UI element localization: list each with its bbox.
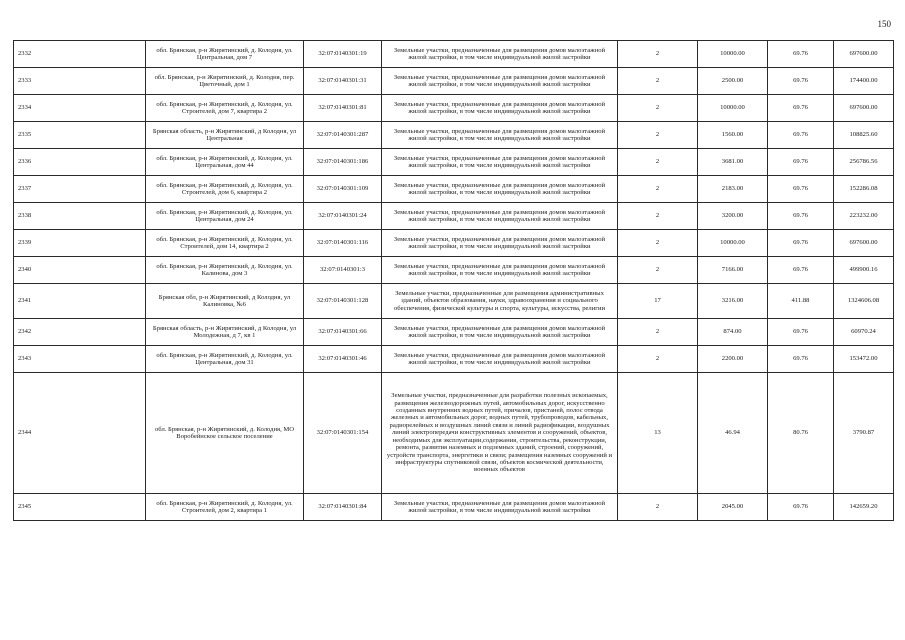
- address-cell: обл. Брянская, р-н Жирятинский, д. Колодня, ул. Строителей, дом 7, квартира 2: [146, 95, 304, 122]
- address-cell: обл. Брянская, р-н Жирятинский, д. Колодня, ул. Строителей, дом 6, квартира 2: [146, 176, 304, 203]
- cadastral-value-table: [13, 40, 894, 521]
- group-cell: 2: [618, 176, 698, 203]
- cadastral-number-cell: 32:07:0140301:287: [304, 122, 382, 149]
- cadastral-value-cell: 174400.00: [834, 68, 894, 95]
- rate-cell: 69.76: [768, 41, 834, 68]
- group-cell: 2: [618, 203, 698, 230]
- rate-cell: 69.76: [768, 257, 834, 284]
- table-row: [14, 122, 894, 149]
- table-row: [14, 149, 894, 176]
- cadastral-number-cell: 32:07:0140301:19: [304, 41, 382, 68]
- row-number: 2342: [14, 319, 146, 346]
- address-cell: обл. Брянская, р-н Жирятинский, д. Колодня, ул. Центральная, дом 7: [146, 41, 304, 68]
- area-cell: 2200.00: [698, 346, 768, 373]
- cadastral-value-cell: 256786.56: [834, 149, 894, 176]
- land-use-cell: Земельные участки, предназначенные для размещения домов малоэтажной жилой застройки, в том числе индивидуальной жилой застройки: [382, 319, 618, 346]
- cadastral-value-cell: 60970.24: [834, 319, 894, 346]
- land-use-cell: Земельные участки, предназначенные для размещения домов малоэтажной жилой застройки, в том числе индивидуальной жилой застройки: [382, 95, 618, 122]
- land-use-cell: Земельные участки, предназначенные для размещения домов малоэтажной жилой застройки, в том числе индивидуальной жилой застройки: [382, 346, 618, 373]
- address-cell: обл. Брянская, р-н Жирятинский, д. Колодня, ул. Центральная, дом 31: [146, 346, 304, 373]
- cadastral-value-cell: 499900.16: [834, 257, 894, 284]
- row-number: 2333: [14, 68, 146, 95]
- table-row: [14, 494, 894, 521]
- row-number: 2344: [14, 373, 146, 494]
- table-row: [14, 203, 894, 230]
- table-row: [14, 284, 894, 319]
- land-use-cell: Земельные участки, предназначенные для размещения домов малоэтажной жилой застройки, в том числе индивидуальной жилой застройки: [382, 176, 618, 203]
- address-cell: обл. Брянская, р-н Жирятинский, д. Колодня, МО Воробейнское сельское поселение: [146, 373, 304, 494]
- table-body: [14, 41, 894, 521]
- cadastral-value-cell: 142659.20: [834, 494, 894, 521]
- land-use-cell: Земельные участки, предназначенные для размещения домов малоэтажной жилой застройки, в том числе индивидуальной жилой застройки: [382, 122, 618, 149]
- group-cell: 2: [618, 122, 698, 149]
- land-use-cell: Земельные участки, предназначенные для размещения домов малоэтажной жилой застройки, в том числе индивидуальной жилой застройки: [382, 68, 618, 95]
- land-use-cell: Земельные участки, предназначенные для размещения домов малоэтажной жилой застройки, в том числе индивидуальной жилой застройки: [382, 494, 618, 521]
- rate-cell: 80.76: [768, 373, 834, 494]
- address-cell: обл. Брянская, р-н Жирятинский, д. Колодня, ул. Строителей, дом 2, квартира 1: [146, 494, 304, 521]
- rate-cell: 69.76: [768, 319, 834, 346]
- row-number: 2332: [14, 41, 146, 68]
- group-cell: 2: [618, 149, 698, 176]
- cadastral-value-cell: 1324606.08: [834, 284, 894, 319]
- cadastral-value-cell: 3790.87: [834, 373, 894, 494]
- area-cell: 2500.00: [698, 68, 768, 95]
- cadastral-value-cell: 152286.08: [834, 176, 894, 203]
- row-number: 2345: [14, 494, 146, 521]
- address-cell: Брянская обл, р-н Жирятинский, д Колодня, ул Калиновка, №6: [146, 284, 304, 319]
- address-cell: обл. Брянская, р-н Жирятинский, д. Колодня, пер. Цветочный, дом 1: [146, 68, 304, 95]
- group-cell: 13: [618, 373, 698, 494]
- rate-cell: 69.76: [768, 95, 834, 122]
- cadastral-number-cell: 32:07:0140301:24: [304, 203, 382, 230]
- cadastral-number-cell: 32:07:0140301:186: [304, 149, 382, 176]
- page-number: 150: [877, 19, 891, 29]
- land-use-cell: Земельные участки, предназначенные для размещения домов малоэтажной жилой застройки, в том числе индивидуальной жилой застройки: [382, 149, 618, 176]
- cadastral-value-cell: 108825.60: [834, 122, 894, 149]
- address-cell: Брянская область, р-н Жирятинский, д Колодня, ул Молодежная, д 7, кв 1: [146, 319, 304, 346]
- group-cell: 2: [618, 41, 698, 68]
- address-cell: обл. Брянская, р-н Жирятинский, д. Колодня, ул. Центральная, дом 44: [146, 149, 304, 176]
- row-number: 2336: [14, 149, 146, 176]
- row-number: 2338: [14, 203, 146, 230]
- table-row: [14, 41, 894, 68]
- group-cell: 2: [618, 95, 698, 122]
- table-row: [14, 346, 894, 373]
- area-cell: 3216.00: [698, 284, 768, 319]
- group-cell: 2: [618, 68, 698, 95]
- land-use-cell: Земельные участки, предназначенные для размещения административных зданий, объектов образования, науки, здравоохранения и социального обеспечения, физической культуры и спорта, культуры, искусства, религии: [382, 284, 618, 319]
- rate-cell: 69.76: [768, 494, 834, 521]
- area-cell: 874.00: [698, 319, 768, 346]
- area-cell: 3681.00: [698, 149, 768, 176]
- table-row: [14, 319, 894, 346]
- land-use-cell: Земельные участки, предназначенные для размещения домов малоэтажной жилой застройки, в том числе индивидуальной жилой застройки: [382, 203, 618, 230]
- address-cell: Брянская область, р-н Жирятинский, д Колодня, ул Центральная: [146, 122, 304, 149]
- area-cell: 10000.00: [698, 95, 768, 122]
- group-cell: 2: [618, 346, 698, 373]
- land-use-cell: Земельные участки, предназначенные для размещения домов малоэтажной жилой застройки, в том числе индивидуальной жилой застройки: [382, 230, 618, 257]
- row-number: 2337: [14, 176, 146, 203]
- table-row: [14, 230, 894, 257]
- land-use-cell: Земельные участки, предназначенные для размещения домов малоэтажной жилой застройки, в том числе индивидуальной жилой застройки: [382, 257, 618, 284]
- area-cell: 10000.00: [698, 41, 768, 68]
- group-cell: 2: [618, 319, 698, 346]
- area-cell: 3200.00: [698, 203, 768, 230]
- cadastral-value-cell: 223232.00: [834, 203, 894, 230]
- area-cell: 46.94: [698, 373, 768, 494]
- row-number: 2341: [14, 284, 146, 319]
- group-cell: 17: [618, 284, 698, 319]
- cadastral-value-cell: 697600.00: [834, 95, 894, 122]
- address-cell: обл. Брянская, р-н Жирятинский, д. Колодня, ул. Строителей, дом 14, квартира 2: [146, 230, 304, 257]
- rate-cell: 69.76: [768, 68, 834, 95]
- row-number: 2340: [14, 257, 146, 284]
- cadastral-number-cell: 32:07:0140301:109: [304, 176, 382, 203]
- land-use-cell: Земельные участки, предназначенные для размещения домов малоэтажной жилой застройки, в том числе индивидуальной жилой застройки: [382, 41, 618, 68]
- area-cell: 1560.00: [698, 122, 768, 149]
- land-use-cell: Земельные участки, предназначенные для разработки полезных ископаемых, размещения железнодорожных путей, автомобильных дорог, искусственно созданных внутренних водных путей, причалов, пристаней, полос отвода железных и автомобильных дорог, водных путей, трубопроводов, кабельных, радиорелейных и воздушных линий связи и линий радиофикации, воздушных линий электропередачи конструктивных элементов и сооружений, объектов, необходимых для эксплуатации,содержания, строительства, реконструкции, ремонта, развития наземных и подземных зданий, строений, сооружений, устройств транспорта, энергетики и связи; размещения наземных сооружений и инфраструктуры спутниковой связи, объектов космической деятельности, военных объектов: [382, 373, 618, 494]
- rate-cell: 69.76: [768, 149, 834, 176]
- cadastral-number-cell: 32:07:0140301:154: [304, 373, 382, 494]
- table-row: [14, 373, 894, 494]
- cadastral-number-cell: 32:07:0140301:3: [304, 257, 382, 284]
- row-number: 2335: [14, 122, 146, 149]
- cadastral-number-cell: 32:07:0140301:116: [304, 230, 382, 257]
- cadastral-number-cell: 32:07:0140301:81: [304, 95, 382, 122]
- address-cell: обл. Брянская, р-н Жирятинский, д. Колодня, ул. Калинова, дом 3: [146, 257, 304, 284]
- table-row: [14, 95, 894, 122]
- table-row: [14, 68, 894, 95]
- row-number: 2339: [14, 230, 146, 257]
- table-row: [14, 176, 894, 203]
- table-row: [14, 257, 894, 284]
- rate-cell: 69.76: [768, 122, 834, 149]
- rate-cell: 411.88: [768, 284, 834, 319]
- rate-cell: 69.76: [768, 230, 834, 257]
- area-cell: 2045.00: [698, 494, 768, 521]
- rate-cell: 69.76: [768, 176, 834, 203]
- cadastral-value-cell: 697600.00: [834, 230, 894, 257]
- rate-cell: 69.76: [768, 346, 834, 373]
- row-number: 2343: [14, 346, 146, 373]
- rate-cell: 69.76: [768, 203, 834, 230]
- area-cell: 7166.00: [698, 257, 768, 284]
- address-cell: обл. Брянская, р-н Жирятинский, д. Колодня, ул. Центральная, дом 24: [146, 203, 304, 230]
- group-cell: 2: [618, 230, 698, 257]
- cadastral-value-cell: 153472.00: [834, 346, 894, 373]
- row-number: 2334: [14, 95, 146, 122]
- cadastral-number-cell: 32:07:0140301:128: [304, 284, 382, 319]
- area-cell: 2183.00: [698, 176, 768, 203]
- cadastral-number-cell: 32:07:0140301:66: [304, 319, 382, 346]
- cadastral-number-cell: 32:07:0140301:84: [304, 494, 382, 521]
- group-cell: 2: [618, 257, 698, 284]
- cadastral-number-cell: 32:07:0140301:46: [304, 346, 382, 373]
- cadastral-number-cell: 32:07:0140301:31: [304, 68, 382, 95]
- group-cell: 2: [618, 494, 698, 521]
- area-cell: 10000.00: [698, 230, 768, 257]
- cadastral-value-cell: 697600.00: [834, 41, 894, 68]
